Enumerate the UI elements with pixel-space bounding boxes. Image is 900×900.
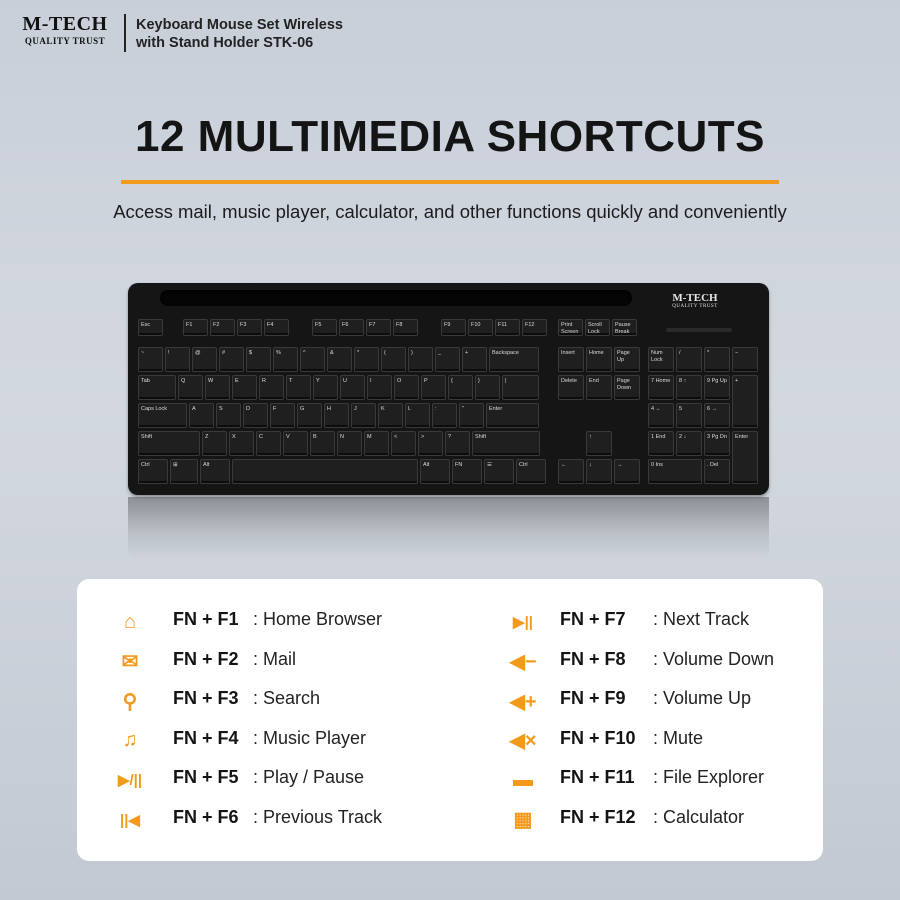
shortcut-key-combo: FN + F4 — [173, 727, 239, 748]
shortcut-key-combo: FN + F10 — [560, 727, 636, 748]
shortcut-item — [117, 805, 447, 835]
key-num-decimal: . Del — [704, 459, 730, 484]
shortcut-description: : Mute — [653, 727, 704, 748]
keyboard-image — [128, 283, 769, 495]
key-f8: F8 — [393, 319, 418, 336]
key-arrow-left: ← — [558, 459, 584, 484]
key-z: Z — [202, 431, 227, 456]
shortcut-item — [117, 765, 447, 795]
shortcut-item — [117, 726, 447, 756]
key-symbol: @ — [192, 347, 217, 372]
key-symbol: : — [432, 403, 457, 428]
shortcut-key-combo: FN + F11 — [560, 767, 635, 787]
keyboard-logo — [640, 292, 750, 309]
shortcut-item — [510, 607, 840, 637]
key-f1: F1 — [183, 319, 208, 336]
key-u: U — [340, 375, 365, 400]
key-symbol: ( — [381, 347, 406, 372]
key-f12: F12 — [522, 319, 547, 336]
key-backspace: Backspace — [489, 347, 539, 372]
shortcut-description: : Music Player — [253, 727, 367, 748]
key-e: E — [232, 375, 257, 400]
key-esc: Esc — [138, 319, 163, 336]
key-delete: Delete — [558, 375, 584, 400]
shortcut-key-combo: FN + F12 — [560, 806, 636, 827]
shortcut-key-combo: FN + F6 — [173, 806, 239, 827]
music-note-icon: ♫ — [122, 729, 138, 751]
key-c: C — [256, 431, 281, 456]
key-numlock: Num Lock — [648, 347, 674, 372]
key-p: P — [421, 375, 446, 400]
mail-icon: ✉ — [121, 651, 139, 673]
key-y: Y — [313, 375, 338, 400]
key-symbol: % — [273, 347, 298, 372]
key-num-plus: + — [732, 375, 758, 428]
shortcut-key-combo: FN + F7 — [560, 609, 626, 629]
key-f: F — [270, 403, 295, 428]
product-title — [136, 16, 436, 52]
key-caps-lock: Caps Lock — [138, 403, 187, 428]
home-icon: ⌂ — [123, 610, 137, 633]
key-symbol: * — [354, 347, 379, 372]
key-k: K — [378, 403, 403, 428]
key-num-2: 2 ↓ — [676, 431, 702, 456]
key-j: J — [351, 403, 376, 428]
shortcut-key-combo: FN + F8 — [560, 648, 626, 669]
key-m: M — [364, 431, 389, 456]
key-arrow-right: → — [614, 459, 640, 484]
key-page-down: Page Down — [614, 375, 640, 400]
key-num-enter: Enter — [732, 431, 758, 484]
key-insert: Insert — [558, 347, 584, 372]
play-pause-icon: ▶/|| — [117, 772, 143, 789]
key-num-4: 4 ← — [648, 403, 674, 428]
key-alt: Alt — [200, 459, 230, 484]
shortcut-item — [510, 765, 840, 795]
key-f2: F2 — [210, 319, 235, 336]
key-symbol: & — [327, 347, 352, 372]
key-symbol: > — [418, 431, 443, 456]
key-o: O — [394, 375, 419, 400]
key-symbol: ) — [408, 347, 433, 372]
key-h: H — [324, 403, 349, 428]
product-title-line1: Keyboard Mouse Set Wireless — [136, 17, 343, 33]
key-t: T — [286, 375, 311, 400]
key-n: N — [337, 431, 362, 456]
key-w: W — [205, 375, 230, 400]
key-symbol: _ — [435, 347, 460, 372]
shortcut-key-combo: FN + F2 — [173, 648, 239, 669]
key-shift: Shift — [138, 431, 200, 456]
device-stand-slot — [160, 290, 632, 306]
key-symbol: ! — [165, 347, 190, 372]
previous-track-icon: ||◀ — [120, 811, 140, 829]
shortcut-item — [117, 686, 447, 716]
shortcut-description: : Calculator — [653, 806, 745, 827]
key-num-5: 5 — [676, 403, 702, 428]
key-enter: Enter — [486, 403, 539, 428]
key-symbol: < — [391, 431, 416, 456]
key-space — [232, 459, 418, 484]
key-num-3: 3 Pg Dn — [704, 431, 730, 456]
product-title-line2: with Stand Holder STK-06 — [136, 35, 314, 51]
key-home: Home — [586, 347, 612, 372]
shortcut-key-combo: FN + F5 — [173, 767, 239, 787]
key-tab: Tab — [138, 375, 176, 400]
key-v: V — [283, 431, 308, 456]
shortcut-item — [510, 726, 840, 756]
key-f4: F4 — [264, 319, 289, 336]
key-x: X — [229, 431, 254, 456]
folder-icon: ▬ — [513, 768, 533, 791]
key-pause-break: Pause Break — [612, 319, 637, 336]
key-num-8: 8 ↑ — [676, 375, 702, 400]
key-page-up: Page Up — [614, 347, 640, 372]
calculator-icon: ▦ — [513, 809, 533, 831]
shortcut-description: : Home Browser — [253, 609, 383, 629]
key-arrow-up: ↑ — [586, 431, 612, 456]
shortcut-description: : Volume Down — [653, 648, 775, 669]
search-icon: ⚲ — [122, 690, 138, 713]
key-symbol: " — [459, 403, 484, 428]
key-symbol: $ — [246, 347, 271, 372]
key-ctrl: Ctrl — [516, 459, 546, 484]
next-track-icon: ▶|| — [513, 614, 533, 631]
key-f7: F7 — [366, 319, 391, 336]
brand-logo — [15, 14, 115, 46]
shortcut-description: : Volume Up — [653, 688, 752, 708]
key-symbol: ~ — [138, 347, 163, 372]
key-f10: F10 — [468, 319, 493, 336]
shortcut-description: : Previous Track — [253, 806, 383, 827]
key-scroll-lock: Scroll Lock — [585, 319, 610, 336]
title-underline — [121, 180, 779, 184]
shortcut-description: : Mail — [253, 648, 297, 669]
mute-icon: ◀× — [509, 730, 537, 752]
key-d: D — [243, 403, 268, 428]
key-symbol: + — [462, 347, 487, 372]
key-num-1: 1 End — [648, 431, 674, 456]
shortcut-description: : Search — [253, 688, 321, 708]
key-end: End — [586, 375, 612, 400]
key-l: L — [405, 403, 430, 428]
key-g: G — [297, 403, 322, 428]
key-a: A — [189, 403, 214, 428]
key-r: R — [259, 375, 284, 400]
shortcut-key-combo: FN + F1 — [173, 609, 239, 629]
key-symbol: ⊞ — [170, 459, 198, 484]
key-num-divide: / — [676, 347, 702, 372]
shortcut-item — [117, 647, 447, 677]
header-divider — [124, 14, 126, 52]
key-symbol: } — [475, 375, 500, 400]
shortcut-item — [117, 607, 447, 637]
key-symbol: ^ — [300, 347, 325, 372]
shortcut-description: : File Explorer — [653, 767, 765, 787]
shortcut-key-combo: FN + F9 — [560, 688, 626, 708]
key-ctrl: Ctrl — [138, 459, 168, 484]
page-title: 12 MULTIMEDIA SHORTCUTS — [135, 112, 765, 161]
key-symbol: ? — [445, 431, 470, 456]
key-q: Q — [178, 375, 203, 400]
key-num-0: 0 Ins — [648, 459, 702, 484]
key-num-7: 7 Home — [648, 375, 674, 400]
key-symbol: ☰ — [484, 459, 514, 484]
key-f3: F3 — [237, 319, 262, 336]
key-s: S — [216, 403, 241, 428]
keyboard-logo-tagline: QUALITY TRUST — [672, 304, 718, 309]
shortcut-item — [510, 686, 840, 716]
key-symbol: | — [502, 375, 539, 400]
shortcut-description: : Play / Pause — [253, 767, 365, 787]
shortcut-description: : Next Track — [653, 609, 750, 629]
key-symbol: { — [448, 375, 473, 400]
key-f9: F9 — [441, 319, 466, 336]
volume-up-icon: ◀+ — [509, 690, 537, 713]
shortcut-key-combo: FN + F3 — [173, 688, 239, 708]
key-num-multiply: * — [704, 347, 730, 372]
key-shift: Shift — [472, 431, 540, 456]
brand-name: M-TECH — [22, 13, 108, 35]
keyboard-reflection — [128, 497, 769, 559]
indicator-lights — [666, 328, 732, 332]
key-i: I — [367, 375, 392, 400]
key-f5: F5 — [312, 319, 337, 336]
page-subtitle: Access mail, music player, calculator, and other functions quickly and conveniently — [113, 201, 787, 222]
key-symbol: # — [219, 347, 244, 372]
shortcut-item — [510, 647, 840, 677]
shortcuts-panel — [77, 579, 823, 861]
key-num-9: 9 Pg Up — [704, 375, 730, 400]
key-fn: FN — [452, 459, 482, 484]
brand-tagline: QUALITY TRUST — [24, 36, 106, 46]
key-print-screen: Print Screen — [558, 319, 583, 336]
key-f11: F11 — [495, 319, 520, 336]
volume-down-icon: ◀− — [509, 651, 537, 673]
key-arrow-down: ↓ — [586, 459, 612, 484]
shortcut-item — [510, 805, 840, 835]
key-num-minus: − — [732, 347, 758, 372]
key-alt: Alt — [420, 459, 450, 484]
key-f6: F6 — [339, 319, 364, 336]
key-num-6: 6 → — [704, 403, 730, 428]
keyboard-logo-name: M-TECH — [672, 292, 718, 304]
key-b: B — [310, 431, 335, 456]
